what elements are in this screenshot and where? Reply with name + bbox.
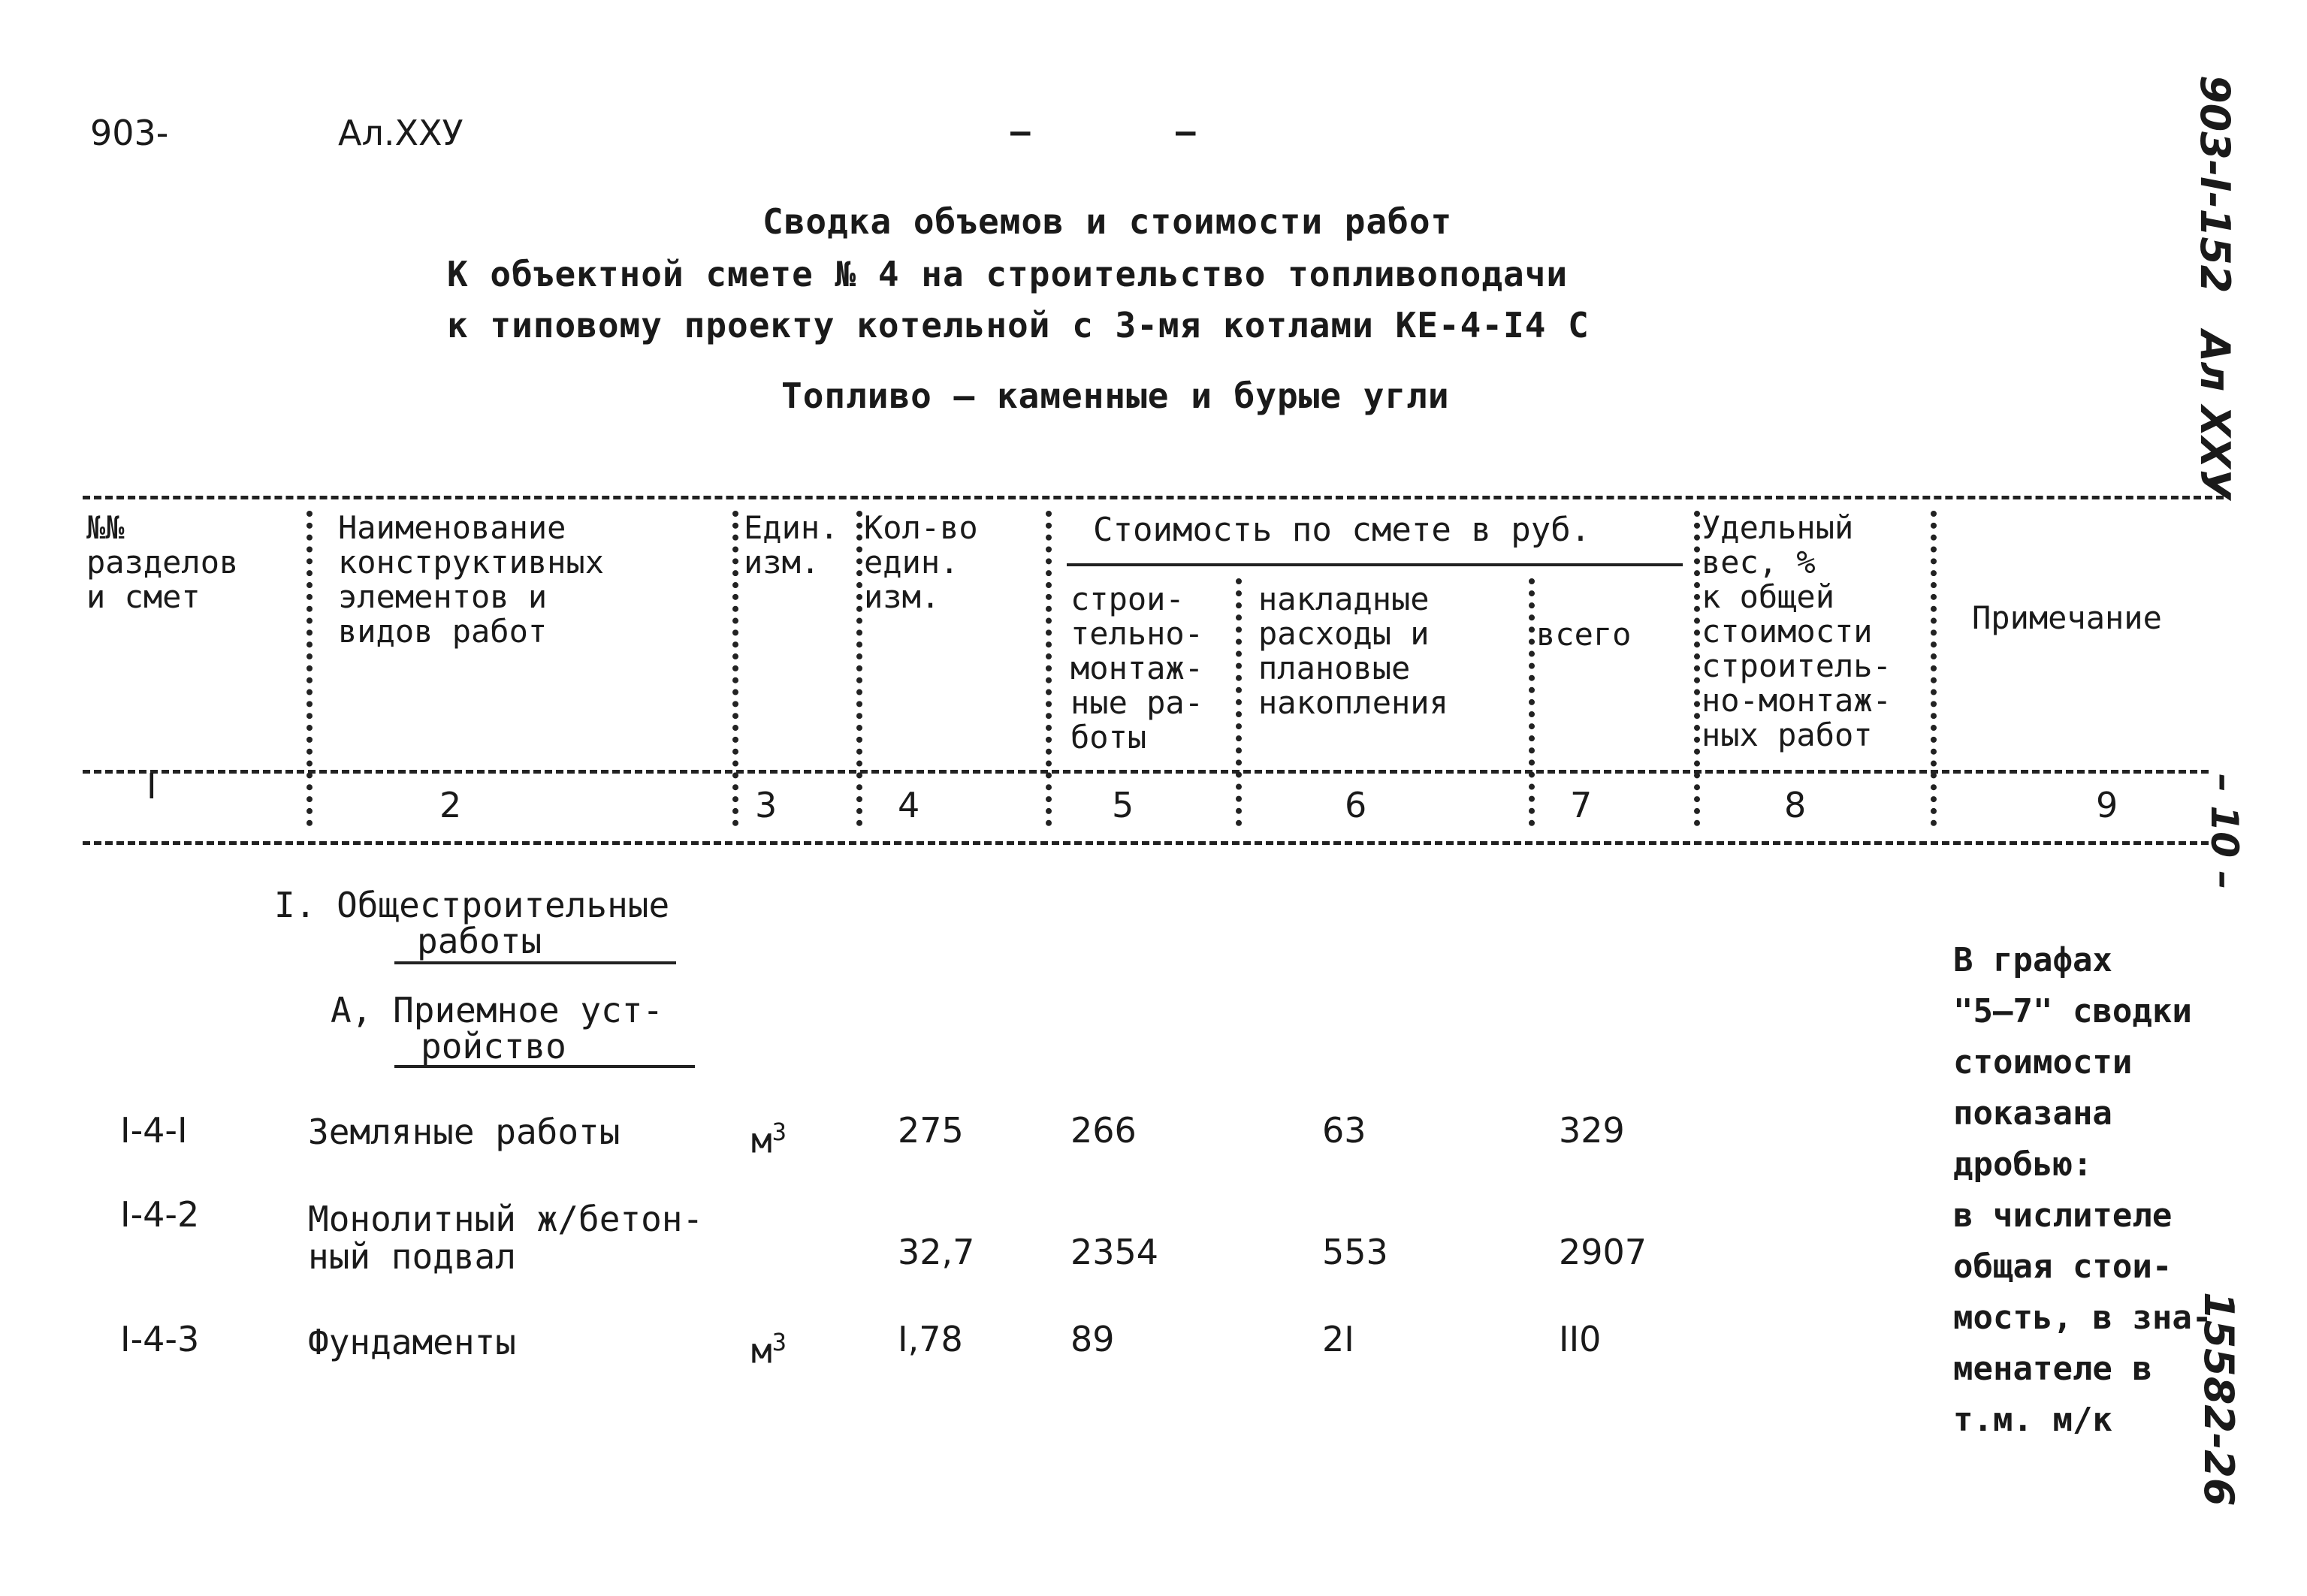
header-col5: строи- тельно- монтаж- ные ра- боты [1070, 581, 1204, 756]
row-qty: 32,7 [898, 1232, 975, 1272]
row-total: II0 [1559, 1319, 1602, 1359]
row-name: Фундаменты [308, 1322, 516, 1362]
column-separator [732, 511, 738, 826]
margin-page: – 10 – [2203, 774, 2246, 890]
header-rule [83, 770, 2209, 774]
header-col4: Кол-во един. изм. [864, 509, 978, 615]
table-top-rule [83, 496, 2224, 499]
row-name: Земляные работы [308, 1112, 621, 1152]
row-unit: $м^3$ [751, 1118, 787, 1161]
column-number: 4 [898, 785, 920, 825]
row-smr-cost: 89 [1070, 1319, 1115, 1359]
subsection-title-line2: ройство [421, 1026, 566, 1067]
dash-mark: – [1176, 113, 1196, 151]
header-col6: накладные расходы и плановые накопления [1258, 581, 1448, 721]
column-number: 9 [2096, 785, 2118, 825]
row-code: I-4-3 [120, 1319, 200, 1359]
row-qty: 275 [898, 1110, 964, 1151]
column-separator [856, 511, 862, 826]
column-separator [1931, 511, 1937, 826]
page-code: 903- [90, 113, 169, 153]
sheet-number: Ал.XXУ [338, 113, 464, 153]
row-total: 2907 [1559, 1232, 1647, 1272]
fuel-type: Топливо – каменные и бурые угли [781, 376, 1450, 416]
row-smr-cost: 266 [1070, 1110, 1137, 1151]
header-col1: №№ разделов и смет [86, 509, 239, 615]
column-number: 2 [439, 785, 462, 825]
section-title-line2: работы [417, 921, 542, 961]
note-text: В графах "5–7" сводки стоимости показана дробью: в числителе общая стои- мость, в зна- менателе в т.м. м/к [1953, 941, 2212, 1439]
column-separator [306, 511, 313, 826]
column-number: 7 [1570, 785, 1593, 825]
column-separator [1236, 578, 1242, 826]
header-col3: Един. изм. [744, 509, 839, 581]
subsection-title: А, Приемное уст- [331, 990, 664, 1030]
cost-group-rule [1067, 563, 1683, 566]
dash-mark: – [1010, 113, 1031, 151]
column-separator [1694, 511, 1700, 826]
row-name: Монолитный ж/бетон- ный подвал [308, 1199, 704, 1277]
margin-number: 15582-26 [2195, 1292, 2242, 1507]
row-qty: I,78 [898, 1319, 963, 1359]
row-code: I-4-I [120, 1110, 188, 1151]
header-col8: Удельный вес, % к общей стоимости строитель- но-монтаж- ных работ [1702, 509, 1892, 753]
row-overhead: 553 [1322, 1232, 1388, 1272]
header-col9: Примечание [1972, 599, 2162, 636]
col-numbers-rule [83, 841, 2209, 845]
column-number: 6 [1345, 785, 1367, 825]
document-subtitle: К объектной смете № 4 на строительство топливоподачи [447, 254, 1569, 294]
row-total: 329 [1559, 1110, 1625, 1151]
row-smr-cost: 2354 [1070, 1232, 1159, 1272]
section-underline [394, 961, 676, 964]
subsection-underline [394, 1065, 695, 1068]
header-cost-group: Стоимость по смете в руб. [1093, 511, 1591, 549]
column-number: 5 [1112, 785, 1134, 825]
document-title: Сводка объемов и стоимости работ [762, 201, 1453, 242]
margin-sheet: Ал XXУ [2191, 330, 2239, 500]
column-number: I [146, 766, 157, 807]
column-number: 3 [755, 785, 778, 825]
column-number: 8 [1784, 785, 1807, 825]
row-overhead: 63 [1322, 1110, 1366, 1151]
section-title: I. Общестроительные [274, 885, 670, 925]
column-separator [1046, 511, 1052, 826]
header-col7: всего [1536, 616, 1632, 653]
row-code: I-4-2 [120, 1194, 200, 1235]
header-col2: Наименование конструктивных элементов и видов работ [338, 509, 605, 650]
row-overhead: 2I [1322, 1319, 1354, 1359]
document-subtitle: к типовому проекту котельной с 3-мя котлами КЕ-4-I4 С [447, 305, 1590, 345]
margin-doc-code: 903-I-152 [2191, 75, 2239, 294]
row-unit: $м^3$ [751, 1328, 787, 1371]
column-separator [1529, 578, 1535, 826]
